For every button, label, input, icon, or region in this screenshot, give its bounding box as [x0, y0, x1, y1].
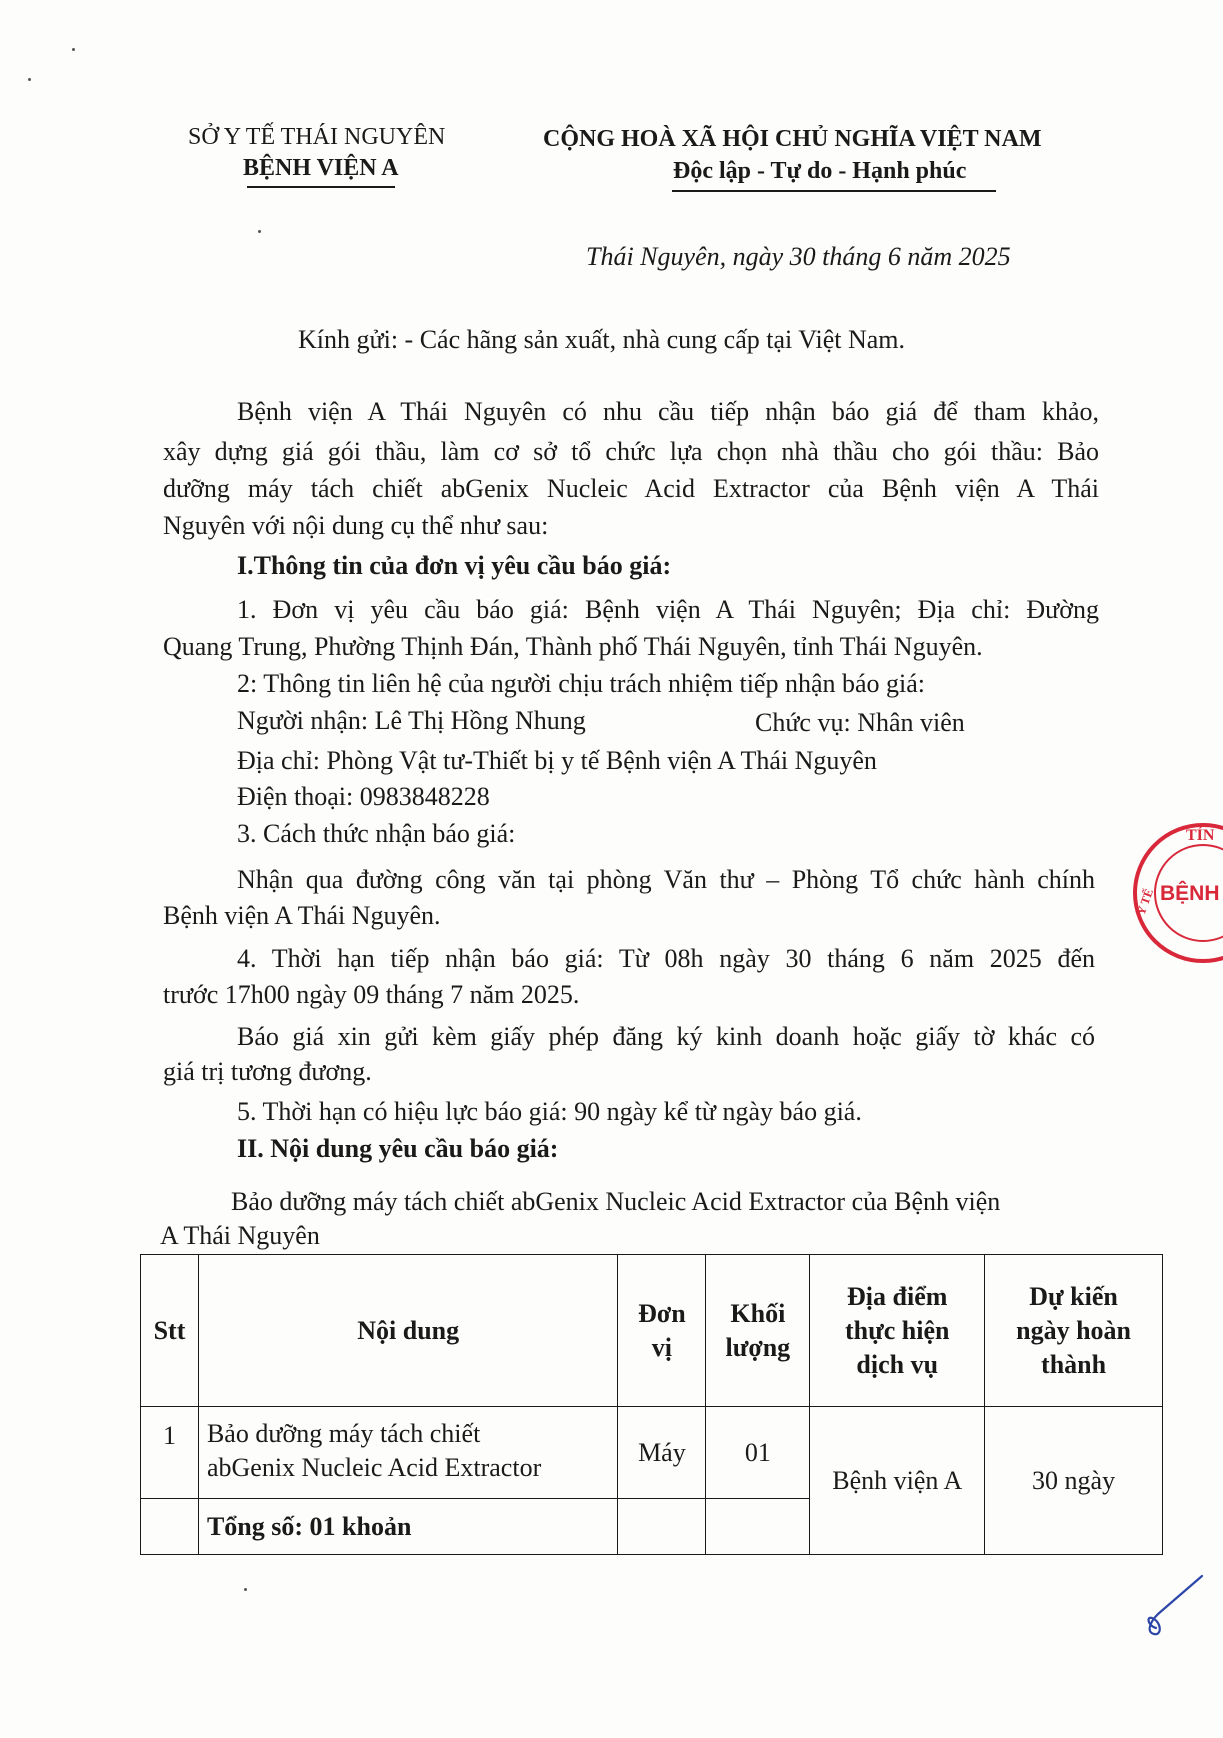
contact-phone: Điện thoại: 0983848228	[237, 782, 490, 811]
quote-table	[140, 1254, 1163, 1555]
header-completion: Dự kiến ngày hoàn thành	[985, 1255, 1163, 1407]
total-label: Tổng số: 01 khoản	[198, 1499, 617, 1555]
hospital-stamp	[1128, 818, 1223, 968]
section-2-heading: II. Nội dung yêu cầu báo giá:	[237, 1134, 559, 1163]
header-content: Nội dung	[198, 1255, 617, 1407]
row-quantity: 01	[706, 1407, 810, 1499]
section-1-item-3-detail-cont: Bệnh viện A Thái Nguyên.	[163, 901, 441, 930]
header-unit: Đơn vị	[618, 1255, 706, 1407]
country-motto: Độc lập - Tự do - Hạnh phúc	[673, 158, 967, 184]
date-line: Thái Nguyên, ngày 30 tháng 6 năm 2025	[586, 242, 1011, 271]
table-header-row	[141, 1255, 1163, 1407]
stamp-text-center: BỆNH	[1160, 882, 1220, 905]
total-unit-cell	[618, 1499, 706, 1555]
section-1-item-3-detail: Nhận qua đường công văn tại phòng Văn thư – Phòng Tổ chức hành chính	[237, 865, 1095, 894]
country-title: CỘNG HOÀ XÃ HỘI CHỦ NGHĨA VIỆT NAM	[543, 126, 1042, 152]
intro-line: Nguyên với nội dung cụ thể như sau:	[163, 511, 549, 540]
intro-line: dưỡng máy tách chiết abGenix Nucleic Acid Extractor của Bệnh viện A Thái	[163, 474, 1099, 503]
section-2-description: Bảo dưỡng máy tách chiết abGenix Nucleic Acid Extractor của Bệnh viện	[231, 1187, 1001, 1216]
section-1-item-3: 3. Cách thức nhận báo giá:	[237, 819, 516, 848]
section-1-item-4-cont: trước 17h00 ngày 09 tháng 7 năm 2025.	[163, 980, 580, 1009]
section-1-note: Báo giá xin gửi kèm giấy phép đăng ký kinh doanh hoặc giấy tờ khác có	[237, 1022, 1095, 1051]
department-name: SỞ Y TẾ THÁI NGUYÊN	[188, 124, 446, 150]
scan-speck	[72, 48, 75, 51]
signature-mark	[1136, 1570, 1206, 1640]
section-1-item-1: 1. Đơn vị yêu cầu báo giá: Bệnh viện A Thái Nguyên; Địa chỉ: Đường	[237, 595, 1099, 624]
section-1-note-cont: giá trị tương đương.	[163, 1057, 372, 1086]
scan-speck	[258, 230, 261, 233]
intro-line: xây dựng giá gói thầu, làm cơ sở tổ chức lựa chọn nhà thầu cho gói thầu: Bảo	[163, 437, 1099, 466]
header-quantity: Khối lượng	[706, 1255, 810, 1407]
country-motto-underline	[672, 190, 996, 192]
hospital-name-underline	[247, 186, 395, 188]
scan-speck	[244, 1588, 247, 1591]
section-1-item-2: 2: Thông tin liên hệ của người chịu trách nhiệm tiếp nhận báo giá:	[237, 669, 926, 698]
section-1-item-4: 4. Thời hạn tiếp nhận báo giá: Từ 08h ngày 30 tháng 6 năm 2025 đến	[237, 944, 1095, 973]
section-1-item-5: 5. Thời hạn có hiệu lực báo giá: 90 ngày kể từ ngày báo giá.	[237, 1097, 862, 1126]
table-row	[141, 1407, 1163, 1499]
stamp-text-top: TỈN	[1186, 827, 1215, 844]
row-place: Bệnh viện A	[810, 1407, 985, 1555]
header-stt: Stt	[141, 1255, 199, 1407]
receiver-name: Người nhận: Lê Thị Hồng Nhung	[237, 706, 586, 735]
receiver-position: Chức vụ: Nhân viên	[755, 708, 965, 737]
total-qty-cell	[706, 1499, 810, 1555]
stamp-text-left: Y TẾ	[1133, 886, 1157, 918]
row-stt: 1	[141, 1407, 199, 1499]
intro-line: Bệnh viện A Thái Nguyên có nhu cầu tiếp nhận báo giá để tham khảo,	[237, 397, 1099, 426]
total-stt-cell	[141, 1499, 199, 1555]
hospital-name: BỆNH VIỆN A	[243, 155, 399, 181]
section-1-item-1-cont: Quang Trung, Phường Thịnh Đán, Thành phố Thái Nguyên, tỉnh Thái Nguyên.	[163, 632, 983, 661]
row-content: Bảo dưỡng máy tách chiết abGenix Nucleic Acid Extractor	[198, 1407, 617, 1499]
scan-speck	[28, 78, 31, 81]
header-place: Địa điểm thực hiện dịch vụ	[810, 1255, 985, 1407]
row-unit: Máy	[618, 1407, 706, 1499]
recipient-line: Kính gửi: - Các hãng sản xuất, nhà cung cấp tại Việt Nam.	[298, 325, 906, 354]
row-completion: 30 ngày	[985, 1407, 1163, 1555]
section-1-heading: I.Thông tin của đơn vị yêu cầu báo giá:	[237, 551, 672, 580]
section-2-description-cont: A Thái Nguyên	[160, 1221, 320, 1250]
contact-address: Địa chỉ: Phòng Vật tư-Thiết bị y tế Bệnh viện A Thái Nguyên	[237, 746, 877, 775]
